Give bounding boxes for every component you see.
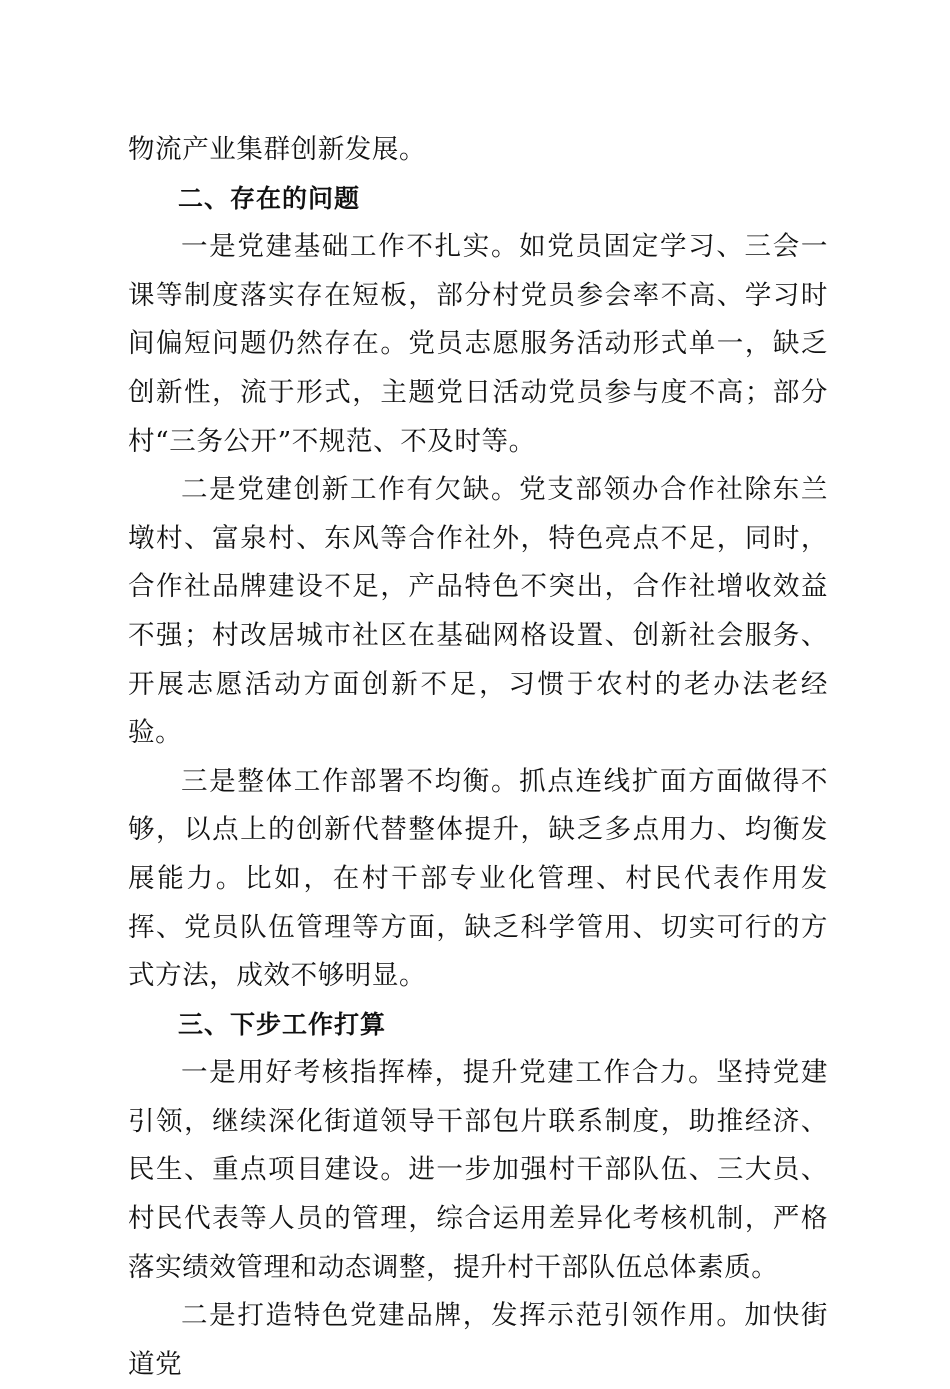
- paragraph-problem-1: 一是党建基础工作不扎实。如党员固定学习、三会一课等制度落实存在短板，部分村党员参会率不高、学习时间偏短问题仍然存在。党员志愿服务活动形式单一，缺乏创新性，流于形式，主题党日活动党员参与度不高；部分村“三务公开”不规范、不及时等。: [128, 231, 828, 457]
- section-heading-problems: 二、存在的问题: [178, 183, 361, 213]
- paragraph-continuation: 物流产业集群创新发展。: [128, 134, 427, 165]
- paragraph-plan-2: 二是打造特色党建品牌，发挥示范引领作用。加快街道党: [128, 1300, 828, 1380]
- section-heading-next-steps: 三、下步工作打算: [178, 1009, 387, 1039]
- paragraph-problem-2: 二是党建创新工作有欠缺。党支部领办合作社除东兰墩村、富泉村、东风等合作社外，特色亮点不足，同时，合作社品牌建设不足，产品特色不突出，合作社增收效益不强；村改居城市社区在基础网格设置、创新社会服务、开展志愿活动方面创新不足，习惯于农村的老办法老经验。: [128, 474, 828, 749]
- document-body: [128, 126, 828, 1389]
- paragraph-plan-1: 一是用好考核指挥棒，提升党建工作合力。坚持党建引领，继续深化街道领导干部包片联系制度，助推经济、民生、重点项目建设。进一步加强村干部队伍、三大员、村民代表等人员的管理，综合运用差异化考核机制，严格落实绩效管理和动态调整，提升村干部队伍总体素质。: [128, 1057, 828, 1283]
- paragraph-problem-3: 三是整体工作部署不均衡。抓点连线扩面方面做得不够，以点上的创新代替整体提升，缺乏多点用力、均衡发展能力。比如，在村干部专业化管理、村民代表作用发挥、党员队伍管理等方面，缺乏科学管用、切实可行的方式方法，成效不够明显。: [128, 765, 828, 992]
